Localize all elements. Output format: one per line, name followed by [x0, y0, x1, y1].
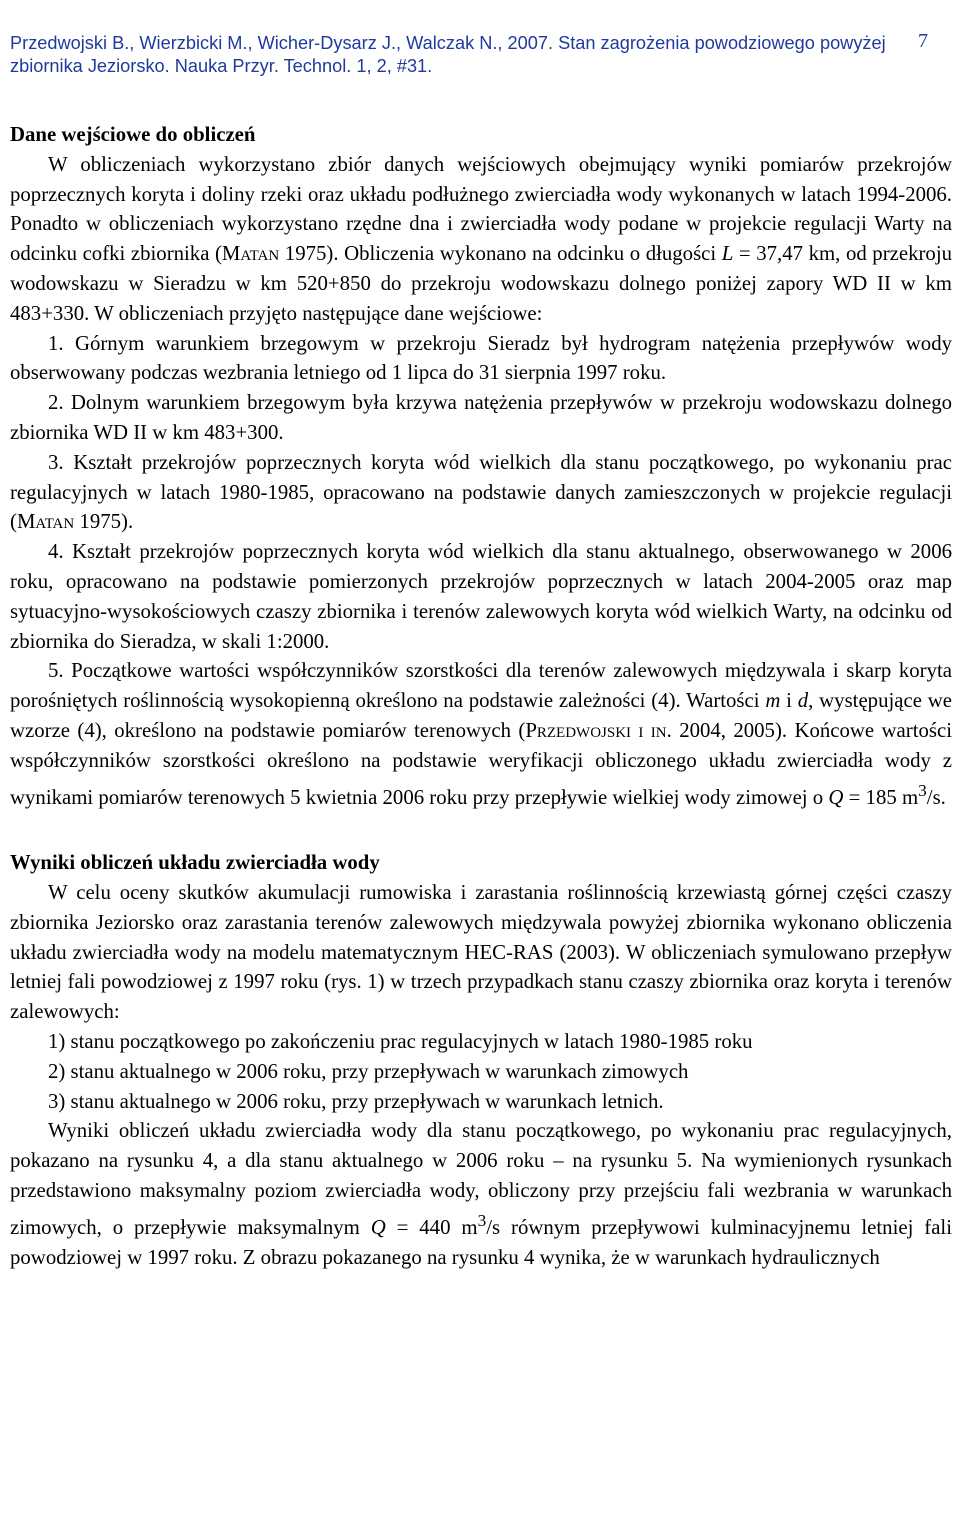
page-number: 7	[918, 30, 928, 52]
symbol-m: m	[765, 689, 781, 713]
paragraph-input-data: W obliczeniach wykorzystano zbiór danych wejściowych obejmujący wyniki pomiarów przekrojów poprzecznych koryta i doliny rzeki oraz układu podłużnego zwierciadła wody wykonanych w latach 1994-2006. Ponadto w obliczeniach wykorzystano rzędne dna i zwierciadła wody podane w projekcie regulacji Warty na odcinku cofki zbiornika (Matan 1975). Obliczenia wykonano na odcinku o długości L = 37,47 km, od przekroju wodowskazu w Sieradzu w km 520+850 do przekroju wodowskazu dolnego poniżej zapory WD II w km 483+330. W obliczeniach przyjęto następujące dane wejściowe:	[10, 152, 952, 325]
section-heading-input-data: Dane wejściowe do obliczeń	[10, 123, 256, 146]
paragraph-results-2: Wyniki obliczeń układu zwierciadła wody dla stanu początkowego, po wykonaniu prac regulacyjnych, pokazano na rysunku 4, a dla stanu aktualnego w 2006 roku – na rysunku 5. Na wymienionych rysunkach przedstawiono maksymalny poziom zwierciadła wody, obliczony przy przejściu fali wezbrania w warunkach zimowych, o przepływie maksymalnym Q = 440 $m^3/s$ równym przepływowi kulminacyjnemu letniej fali powodziowej w 1997 roku. Z obrazu pokazanego na rysunku 4 wynika, że w warunkach hydraulicznych	[10, 1119, 952, 1269]
citation-line-2: zbiornika Jeziorsko. Nauka Przyr. Technol. 1, 2, #31.	[10, 56, 433, 76]
symbol-Q: Q	[370, 1215, 386, 1239]
list-item-1: 1. Górnym warunkiem brzegowym w przekroju Sieradz był hydrogram natężenia przepływów wody obserwowany podczas wezbrania letniego od 1 lipca do 31 sierpnia 1997 roku.	[10, 331, 952, 385]
symbol-Q: Q	[828, 785, 844, 809]
author-name: Matan	[221, 242, 280, 266]
case-item-3: 3) stanu aktualnego w 2006 roku, przy przepływach w warunkach letnich.	[48, 1089, 664, 1113]
case-item-1: 1) stanu początkowego po zakończeniu prac regulacyjnych w latach 1980-1985 roku	[48, 1030, 753, 1054]
symbol-L: L	[721, 242, 734, 266]
superscript: 3	[477, 1210, 487, 1230]
list-item-5: 5. Początkowe wartości współczynników szorstkości dla terenów zalewowych międzywala i skarp koryta porośniętych roślinnością wysokopienną określono na podstawie zależności (4). Wartości m i d, występujące we wzorze (4), określono na podstawie pomiarów terenowych (Przedwojski i in. 2004, 2005). Końcowe wartości współczynników szorstkości określono na podstawie weryfikacji obliczonego układu zwierciadła wody z wynikami pomiarów terenowych 5 kwietnia 2006 roku przy przepływie wielkiej wody zimowej o Q = 185 $m^3/s$.	[10, 659, 952, 809]
paragraph-results: W celu oceny skutków akumulacji rumowiska i zarastania roślinnością krzewiastą górnej części czaszy zbiornika Jeziorsko oraz zarastania terenów zalewowych międzywala powyżej zbiornika wykonano obliczenia układu zwierciadła wody na modelu matematycznym HEC-RAS (2003). W obliczeniach symulowano przepływ letniej fali powodziowej z 1997 roku (rys. 1) w trzech przypadkach stanu czaszy zbiornika oraz koryta i terenów zalewowych:	[10, 881, 952, 1024]
superscript: 3	[918, 780, 927, 800]
symbol-d: d	[797, 689, 809, 713]
case-item-2: 2) stanu aktualnego w 2006 roku, przy przepływach w warunkach zimowych	[48, 1059, 689, 1083]
citation-line-1: Przedwojski B., Wierzbicki M., Wicher-Dysarz J., Walczak N., 2007. Stan zagrożenia powodziowego powyżej	[10, 33, 886, 53]
section-spacer	[10, 812, 952, 848]
section-heading-results: Wyniki obliczeń układu zwierciadła wody	[10, 851, 380, 875]
list-item-2: 2. Dolnym warunkiem brzegowym była krzywa natężenia przepływów w przekroju wodowskazu dolnego zbiornika WD II w km 483+300.	[10, 391, 952, 444]
list-item-3: 3. Kształt przekrojów poprzecznych koryta wód wielkich dla stanu początkowego, po wykonaniu prac regulacyjnych w latach 1980-1985, opracowano na podstawie danych zamieszczonych w projekcie regulacji (Matan 1975).	[10, 450, 952, 534]
author-name: Matan	[16, 510, 75, 534]
author-name: Przedwojski i in.	[525, 718, 672, 742]
list-item-4: 4. Kształt przekrojów poprzecznych koryta wód wielkich dla stanu aktualnego, obserwowanego w 2006 roku, opracowano na podstawie pomierzonych przekrojów poprzecznych w latach 2004-2005 oraz map sytuacyjno-wysokościowych czaszy zbiornika i terenów zalewowych koryta wód wielkich Warty, na odcinku od zbiornika do Sieradza, w skali 1:2000.	[10, 540, 952, 653]
running-header	[10, 32, 940, 78]
article-body	[10, 120, 952, 1272]
